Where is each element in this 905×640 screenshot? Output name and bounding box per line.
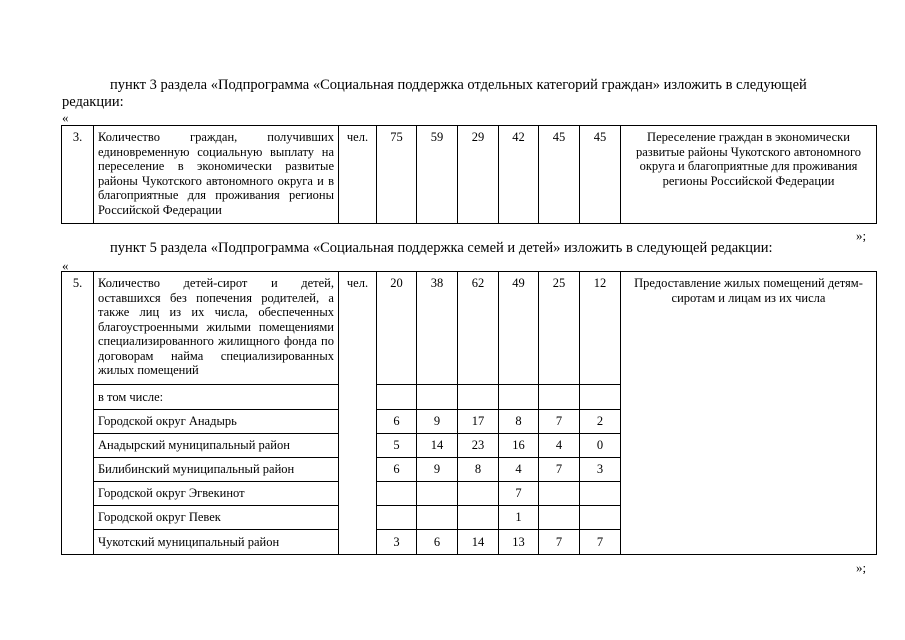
value-cell <box>417 385 458 410</box>
row-number: 3. <box>62 126 94 224</box>
value-cell <box>539 482 580 506</box>
value-cell <box>377 385 417 410</box>
value-cell: 45 <box>580 126 621 224</box>
value-cell: 4 <box>539 434 580 458</box>
value-cell: 7 <box>539 530 580 555</box>
value-cell: 75 <box>377 126 417 224</box>
value-cell: 49 <box>499 272 539 385</box>
value-cell: 6 <box>417 530 458 555</box>
value-cell: 3 <box>580 458 621 482</box>
district-name: Городской округ Эгвекинот <box>94 482 339 506</box>
value-cell: 62 <box>458 272 499 385</box>
value-cell: 5 <box>377 434 417 458</box>
value-cell: 45 <box>539 126 580 224</box>
value-cell <box>539 385 580 410</box>
section3-close-quote: »; <box>856 228 867 243</box>
unit-cell: чел. <box>339 126 377 224</box>
value-cell: 4 <box>499 458 539 482</box>
value-cell <box>458 506 499 530</box>
value-cell <box>377 506 417 530</box>
section5-intro: пункт 5 раздела «Подпрограмма «Социальная поддержка семей и детей» изложить в следующей редакции: <box>110 240 773 256</box>
value-cell: 59 <box>417 126 458 224</box>
value-cell: 17 <box>458 410 499 434</box>
section5-close-quote: »; <box>856 560 867 575</box>
value-cell <box>580 385 621 410</box>
value-cell: 42 <box>499 126 539 224</box>
value-cell: 14 <box>458 530 499 555</box>
value-cell <box>499 385 539 410</box>
value-cell: 20 <box>377 272 417 385</box>
district-name: Городской округ Певек <box>94 506 339 530</box>
value-cell <box>580 506 621 530</box>
value-cell: 25 <box>539 272 580 385</box>
section5-table <box>61 271 877 555</box>
value-cell: 7 <box>539 410 580 434</box>
value-cell: 13 <box>499 530 539 555</box>
table-row <box>62 272 877 385</box>
indicator-name: Количество детей-сирот и детей, оставшихся без попечения родителей, а также лиц из их числа, обеспеченных благоустроенными жилыми помещениями специализированного жилищного фонда по договорам найма специализированных жилых помещений <box>94 272 339 385</box>
value-cell: 3 <box>377 530 417 555</box>
unit-cell: чел. <box>339 272 377 555</box>
value-cell <box>539 506 580 530</box>
value-cell <box>417 482 458 506</box>
value-cell: 14 <box>417 434 458 458</box>
note-cell: Переселение граждан в экономически развитые районы Чукотского автономного округа и благоприятные для проживания регионы Российской Федерации <box>621 126 877 224</box>
value-cell: 16 <box>499 434 539 458</box>
value-cell: 2 <box>580 410 621 434</box>
value-cell <box>458 385 499 410</box>
value-cell: 8 <box>458 458 499 482</box>
value-cell: 7 <box>539 458 580 482</box>
value-cell: 23 <box>458 434 499 458</box>
value-cell: 29 <box>458 126 499 224</box>
value-cell: 0 <box>580 434 621 458</box>
table-row <box>62 126 877 224</box>
value-cell: 6 <box>377 458 417 482</box>
district-name: Чукотский муниципальный район <box>94 530 339 555</box>
district-name: Городской округ Анадырь <box>94 410 339 434</box>
section3-table <box>61 125 877 224</box>
value-cell <box>377 482 417 506</box>
value-cell: 8 <box>499 410 539 434</box>
value-cell <box>580 482 621 506</box>
value-cell <box>458 482 499 506</box>
value-cell <box>417 506 458 530</box>
value-cell: 9 <box>417 410 458 434</box>
value-cell: 6 <box>377 410 417 434</box>
indicator-name: Количество граждан, получивших единовременную социальную выплату на переселение в экономически развитые районы Чукотского автономного округа и в благоприятные для проживания регионы Российской Федерации <box>94 126 339 224</box>
value-cell: 12 <box>580 272 621 385</box>
district-name: Билибинский муниципальный район <box>94 458 339 482</box>
section3-intro: пункт 3 раздела «Подпрограмма «Социальная поддержка отдельных категорий граждан» изложить в следующей редакции: <box>62 77 807 110</box>
including-label: в том числе: <box>94 385 339 410</box>
district-name: Анадырский муниципальный район <box>94 434 339 458</box>
row-number: 5. <box>62 272 94 555</box>
value-cell: 1 <box>499 506 539 530</box>
value-cell: 7 <box>499 482 539 506</box>
section3-open-quote: « <box>62 110 69 125</box>
note-cell: Предоставление жилых помещений детям-сиротам и лицам из их числа <box>621 272 877 555</box>
value-cell: 9 <box>417 458 458 482</box>
value-cell: 38 <box>417 272 458 385</box>
value-cell: 7 <box>580 530 621 555</box>
section5-open-quote: « <box>62 258 69 273</box>
